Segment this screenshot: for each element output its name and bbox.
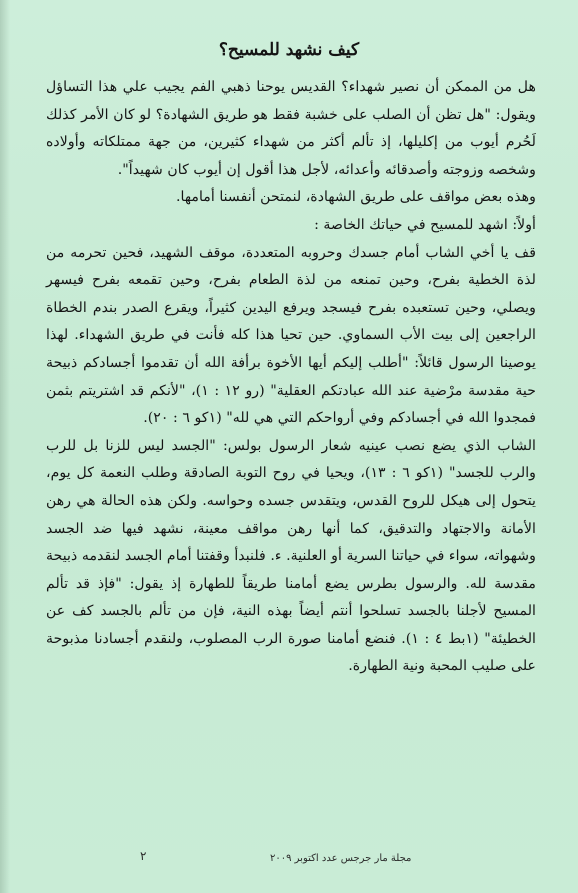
- article-body: [46, 74, 536, 681]
- paragraph-body-struggle: قف يا أخي الشاب أمام جسدك وحروبه المتعددة، موقف الشهيد، فحين تحرمه من لذة الخطية بفرح، وحين تمنعه من لذة الطعام بفرح، وحين تقمعه بفرح فيسهر ويصلي، وحين تستعبده بفرح فيسجد ويرفع اليدين كثيراً، ويقرع الصدر بندم الخطاة الراجعين إلى بيت الأب السماوي. حين تحيا هذا كله فأنت في طريق الشهداء. لهذا يوصينا الرسول قائلاً: "أطلب إليكم أيها الأخوة برأفة الله أن تقدموا أجسادكم ذبيحة حية مقدسة مرْضية عند الله عبادتكم العقلية" (رو ١٢ : ١)، "لأنكم قد اشتريتم بثمن فمجدوا الله في أجسادكم وفي أرواحكم التي هي لله" (١كو ٦ : ٢٠).: [46, 244, 536, 427]
- section-heading-first: أولاً: اشهد للمسيح في حياتك الخاصة :: [314, 216, 536, 233]
- page-title: كيف نشهد للمسيح؟: [218, 40, 360, 60]
- paragraph-positions: وهذه بعض مواقف على طريق الشهادة، لنمتحن أنفسنا أمامها.: [175, 189, 536, 206]
- paragraph-purity: الشاب الذي يضع نصب عينيه شعار الرسول بولس: "الجسد ليس للزنا بل للرب والرب للجسد" (١كو ٦ : ١٣)، ويحيا في روح التوبة الصادقة وطلب النعمة كل يوم، يتحول إلى هيكل للروح القدس، ويتقدس جسده وحواسه. ولكن هذه الحالة هي رهن الأمانة والاجتهاد والتدقيق، كما أنها رهن مواقف معينة، نشهد فيها ضد الجسد وشهواته، سواء في حياتنا السرية أو العلنية. ء. فلنبدأ وقفتنا أمام الجسد لنقدمه ذبيحة مقدسة لله. والرسول بطرس يضع أمامنا طريقاً للطهارة إذ يقول: "فإذ قد تألم المسيح لأجلنا بالجسد تسلحوا أنتم أيضاً بهذه النية، فإن من تألم بالجسد كف عن الخطيئة" (١بط ٤ : ١). فنضع أمامنا صورة الرب المصلوب، ولنقدم أجسادنا مذبوحة على صليب المحبة ونية الطهارة.: [46, 437, 536, 675]
- page-edge-shadow: [0, 0, 10, 893]
- issue-caption: مجلة مار جرجس عدد اكتوبر ٢٠٠٩: [270, 853, 412, 864]
- paragraph-intro: هل من الممكن أن نصير شهداء؟ القديس يوحنا ذهبي الفم يجيب علي هذا التساؤل ويقول: "هل تظن أن الصلب على خشبة فقط هو طريق الشهادة؟ لو كان الأمر كذلك لَحُرم أيوب من إكليلها، إذ تألم أكثر من شهداء كثيرين، من جهة ممتلكاته وأولاده وشخصه وزوجته وأصدقائه وأعدائه، لأجل هذا أقول إن أيوب كان شهيداً".: [46, 79, 536, 178]
- page-number: ٢: [140, 849, 147, 863]
